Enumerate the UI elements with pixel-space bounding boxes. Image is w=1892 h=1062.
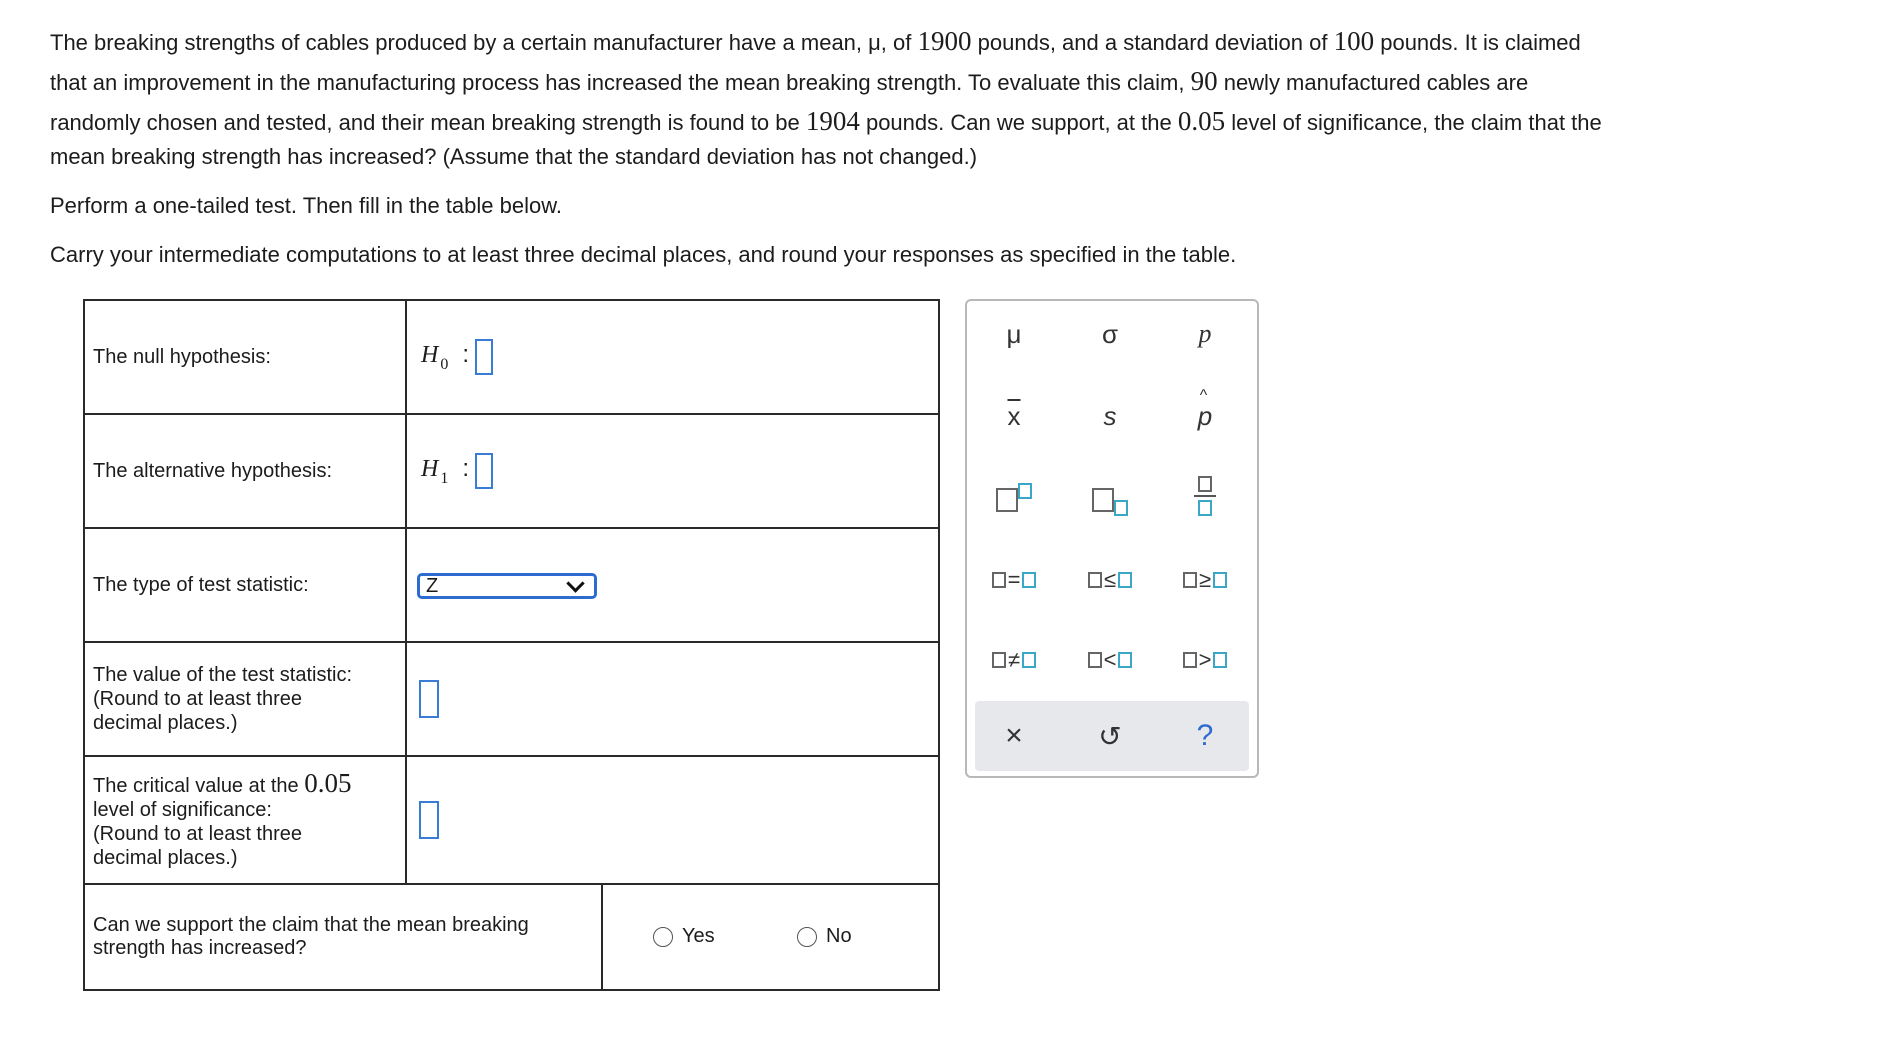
problem-statement [50,22,1880,274]
sample-size: 90 [1190,66,1218,96]
conclusion-row [84,884,939,990]
instruction-2: Carry your intermediate computations to at least three decimal places, and round your responses as specified in the table. [50,242,1237,267]
alt-hypothesis-field: H $_1$ : [406,414,939,528]
critical-value-row [84,756,939,884]
numerator-box-icon [1198,476,1212,492]
chevron-down-icon [566,574,584,592]
undo-icon[interactable]: ↺ [1098,720,1122,752]
conclusion-question: Can we support the claim that the mean breaking strength has increased? [84,884,602,990]
h0-symbol: H $_0$ [421,342,449,374]
intro-line-4: mean breaking strength has increased? (Assume that the standard deviation has not changed.) [50,144,978,169]
base-box-icon [996,488,1018,512]
fraction-button[interactable] [1175,471,1235,521]
yes-radio[interactable]: Yes [653,925,715,948]
null-hypothesis-row [84,300,939,414]
intro-line-1: The breaking strengths of cables produced by a certain manufacturer have a mean, μ, of 1900 pounds, and a standard deviation of 100 pounds. It is claimed [50,26,1581,56]
test-value-row [84,642,939,756]
sample-mean: 1904 [805,106,860,136]
answer-table [83,299,940,991]
denominator-box-icon [1198,500,1212,516]
less-equal-button[interactable]: ≤ [1080,555,1140,605]
base-box-icon [1092,488,1114,512]
fraction-bar-icon [1194,495,1216,497]
test-type-selected: Z [426,574,439,597]
s-button[interactable]: s [1103,400,1117,431]
superscript-box-icon [1018,483,1032,499]
equals-button[interactable]: = [984,555,1044,605]
sigma-button[interactable]: σ [1101,318,1119,349]
test-type-label: The type of test statistic: [84,528,406,642]
no-radio-circle[interactable] [797,927,817,947]
test-type-select[interactable] [417,573,597,599]
intro-line-2: that an improvement in the manufacturing process has increased the mean breaking strength. To evaluate this claim, 90 newly manufactured cables are [50,66,1529,96]
test-type-field [406,528,939,642]
critical-value-label: The critical value at the 0.05 level of significance: (Round to at least three decimal places.) [84,756,406,884]
test-value-input[interactable] [419,680,439,718]
less-than-button[interactable]: < [1080,635,1140,685]
alpha-value: 0.05 [1177,106,1226,136]
subscript-button[interactable] [1080,475,1140,525]
alt-hypothesis-row [84,414,939,528]
instruction-1: Perform a one-tailed test. Then fill in the table below. [50,193,562,218]
test-value-field [406,642,939,756]
superscript-button[interactable] [984,475,1044,525]
yes-radio-circle[interactable] [653,927,673,947]
no-radio[interactable]: No [797,925,852,948]
conclusion-options [602,884,939,990]
null-hypothesis-label: The null hypothesis: [84,300,406,414]
alt-hypothesis-label: The alternative hypothesis: [84,414,406,528]
palette-actions [975,701,1249,771]
sd-value: 100 [1333,26,1375,56]
null-hypothesis-input[interactable] [475,339,493,375]
h1-symbol: H $_1$ [421,456,449,488]
subscript-box-icon [1114,500,1128,516]
null-hypothesis-field: H $_0$ : [406,300,939,414]
critical-value-input[interactable] [419,801,439,839]
p-button[interactable]: p [1198,319,1212,348]
xbar-button[interactable]: $\overline{x}$ [1007,400,1021,431]
greater-equal-button[interactable]: ≥ [1175,555,1235,605]
intro-line-3: randomly chosen and tested, and their mean breaking strength is found to be 1904 pounds. Can we support, at the 0.05 level of significance, the claim that the [50,106,1602,136]
clear-icon[interactable]: × [1005,719,1023,752]
not-equal-button[interactable]: ≠ [984,635,1044,685]
critical-value-field [406,756,939,884]
mean-value: 1900 [917,26,972,56]
test-type-row [84,528,939,642]
mu-button[interactable]: μ [1006,318,1022,349]
symbol-palette [965,299,1259,778]
phat-button[interactable]: p ^ [1197,386,1213,431]
help-icon[interactable]: ? [1196,719,1214,752]
alt-hypothesis-input[interactable] [475,453,493,489]
test-value-label: The value of the test statistic: (Round to at least three decimal places.) [84,642,406,756]
greater-than-button[interactable]: > [1175,635,1235,685]
